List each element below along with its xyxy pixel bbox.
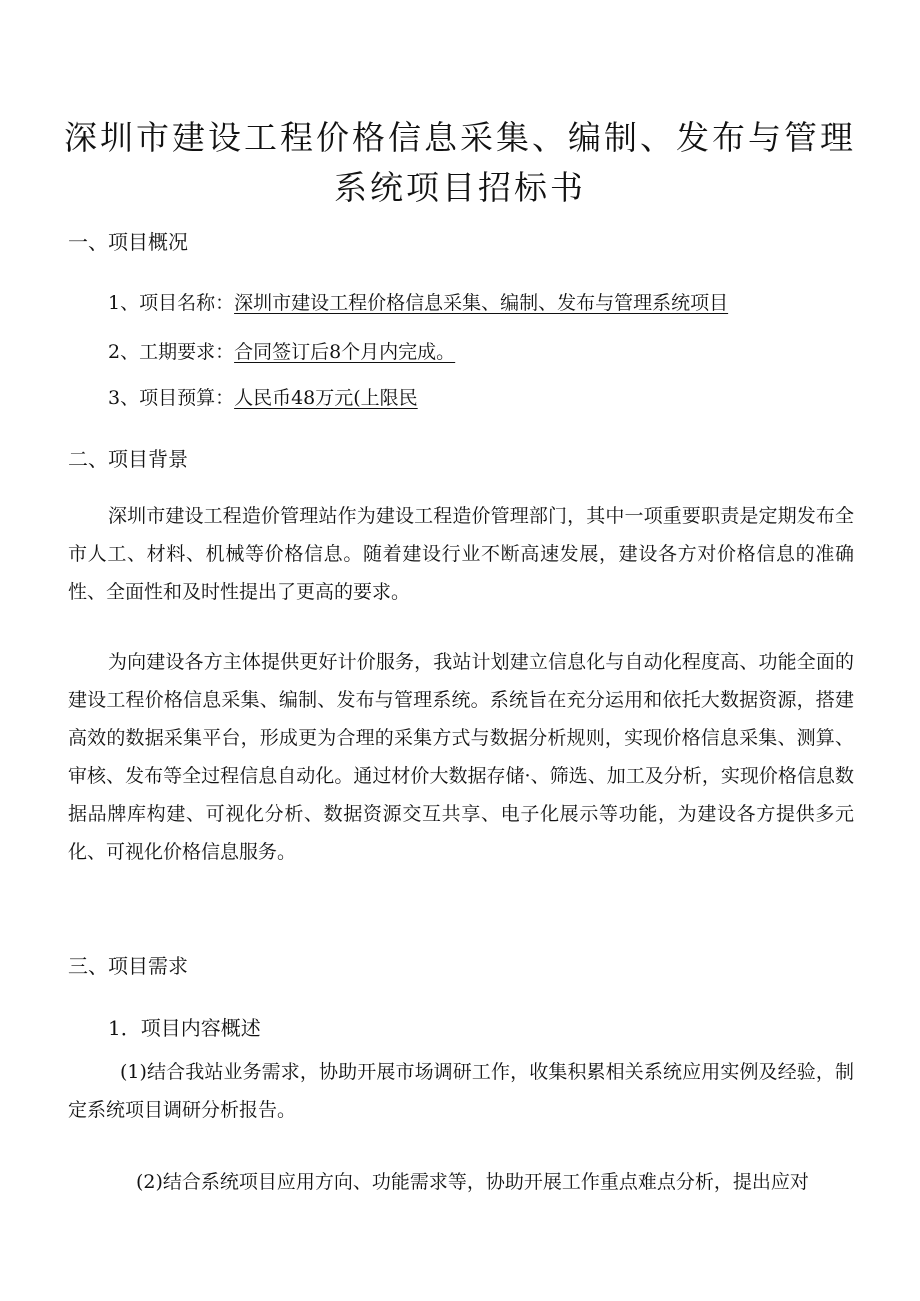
- budget-item: [108, 383, 418, 410]
- section1-heading: 一、项目概况: [68, 230, 188, 254]
- document-title-line2: 系统项目招标书: [334, 168, 586, 207]
- schedule-item: [108, 337, 455, 364]
- budget-value: 人民币48万元(上限民: [234, 387, 418, 409]
- background-paragraph-2: 为向建设各方主体提供更好计价服务，我站计划建立信息化与自动化程度高、功能全面的建设工程价格信息采集、编制、发布与管理系统。系统旨在充分运用和依托大数据资源，搭建高效的数据采集平台，形成更为合理的采集方式与数据分析规则，实现价格信息采集、测算、审核、发布等全过程信息自动化。通过材价大数据存储·、筛选、加工及分析，实现价格信息数据品牌库构建、可视化分析、数据资源交互共享、电子化展示等功能，为建设各方提供多元化、可视化价格信息服务。: [68, 651, 854, 863]
- requirement-paragraph-2: (2)结合系统项目应用方向、功能需求等，协助开展工作重点难点分析，提出应对: [136, 1171, 809, 1193]
- section2-heading: 二、项目背景: [68, 447, 188, 471]
- project-name-value: 深圳市建设工程价格信息采集、编制、发布与管理系统项目: [234, 292, 729, 314]
- project-name-item: [108, 288, 728, 315]
- content-overview-subheading: 1．项目内容概述: [108, 1016, 261, 1040]
- document-title-line1: 深圳市建设工程价格信息采集、编制、发布与管理: [64, 118, 856, 157]
- budget-label: 3、项目预算：: [108, 387, 235, 409]
- requirement-paragraph-1: (1)结合我站业务需求，协助开展市场调研工作，收集积累相关系统应用实例及经验，制定系统项目调研分析报告。: [68, 1061, 854, 1121]
- background-paragraph-1: 深圳市建设工程造价管理站作为建设工程造价管理部门，其中一项重要职责是定期发布全市人工、材料、机械等价格信息。随着建设行业不断高速发展，建设各方对价格信息的准确性、全面性和及时性提出了更高的要求。: [68, 505, 854, 603]
- schedule-label: 2、工期要求：: [108, 341, 235, 363]
- section3-heading: 三、项目需求: [68, 954, 188, 978]
- project-name-label: 1、项目名称：: [108, 292, 235, 314]
- schedule-value: 合同签订后8个月内完成。: [234, 341, 456, 363]
